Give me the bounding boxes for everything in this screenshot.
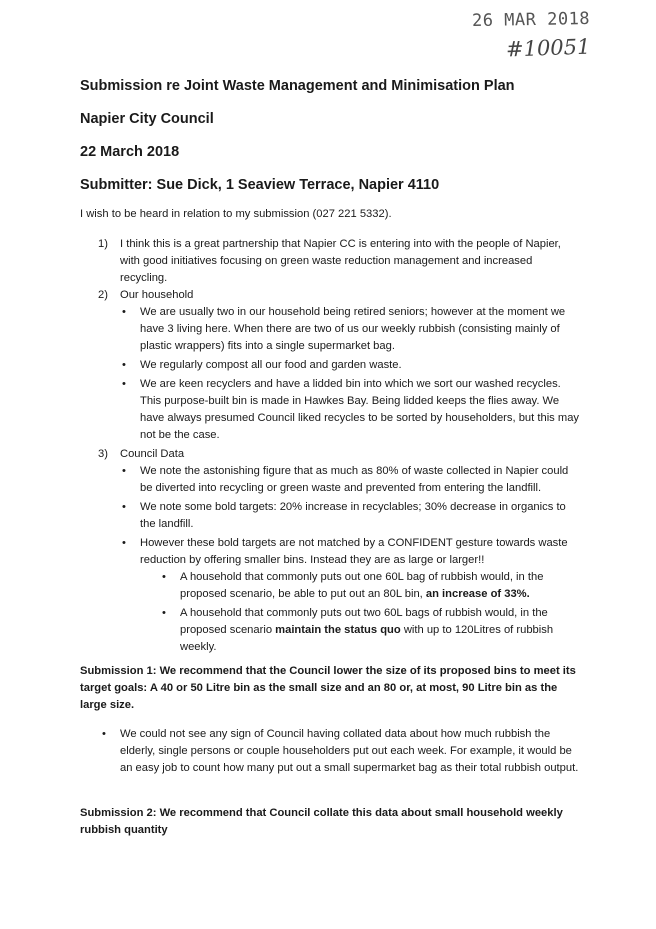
submission-1: Submission 1: We recommend that the Council lower the size of its proposed bins to meet its target goals: A 40 or 50 Litre bin as the small size and an 80 or, at most, 90 Litre bin as the large size.	[80, 665, 576, 711]
received-date-stamp: 26 MAR 2018	[471, 8, 591, 32]
bullet-item: • We note the astonishing figure that as much as 80% of waste collected in Napier could be diverted into recycling or green waste and prevented from entering the landfill.	[120, 463, 580, 497]
submitter-line: Submitter: Sue Dick, 1 Seaview Terrace, Napier 4110	[80, 177, 440, 193]
submission-date: 22 March 2018	[80, 144, 180, 160]
sub-bullet-text-after: with up to 120Litres of rubbish weekly.	[180, 624, 554, 653]
sub-bullet-text: A household that commonly puts out one 60L bag of rubbish would, in the proposed scenario, be able to put out an 80L bin,	[180, 571, 544, 600]
sub-bullet-emphasis: an increase of 33%.	[425, 588, 530, 600]
bullet-dot: •	[102, 728, 106, 740]
sub-bullet-item	[160, 605, 580, 656]
sub-bullet-text: A household that commonly puts out two 60L bags of rubbish would, in the proposed scenario	[180, 607, 548, 636]
bullet-item: • We are keen recyclers and have a lidded bin into which we sort our washed recycles. This purpose-built bin is made in Hawkes Bay. Being lidded keeps the flies away. We have always presumed Council liked recycles to be sorted by householders, but this may not be the case.	[120, 376, 580, 444]
point-number: 2)	[98, 289, 108, 301]
point-2	[80, 287, 580, 444]
bullet-text: However these bold targets are not matched by a CONFIDENT gesture towards waste reduction by offering smaller bins. Instead they are as large or larger!!	[140, 537, 568, 566]
bullet-item	[102, 726, 580, 777]
point-heading: Council Data	[120, 448, 185, 460]
bullet-item: • We regularly compost all our food and garden waste.	[120, 357, 580, 374]
submission-2: Submission 2: We recommend that Council collate this data about small household weekly rubbish quantity	[80, 807, 563, 836]
point-text: I think this is a great partnership that Napier CC is entering into with the people of Napier, with good initiatives focusing on green waste reduction management and increased recycling.	[120, 238, 561, 284]
handwritten-reference: #10051	[505, 34, 591, 62]
document-title: Submission re Joint Waste Management and Minimisation Plan	[80, 78, 515, 94]
numbered-points	[80, 236, 580, 658]
point-heading: Our household	[120, 289, 194, 301]
point-3	[80, 446, 580, 656]
point-number: 3)	[98, 448, 108, 460]
intro-paragraph: I wish to be heard in relation to my submission (027 221 5332).	[80, 208, 392, 220]
sub-bullet-emphasis: maintain the status quo	[275, 624, 401, 636]
point-number: 1)	[98, 238, 108, 250]
bullet-item: • We are usually two in our household being retired seniors; however at the moment we have 3 living here. When there are two of us our weekly rubbish (consisting mainly of plastic wrappers) fits into a single supermarket bag.	[120, 304, 580, 355]
council-name: Napier City Council	[80, 111, 214, 127]
bullet-item: • We note some bold targets: 20% increase in recyclables; 30% decrease in organics to the landfill.	[120, 499, 580, 533]
bullet-item	[120, 535, 580, 656]
point-1	[80, 236, 580, 287]
sub-bullet-item	[160, 569, 580, 603]
bullet-text: We could not see any sign of Council having collated data about how much rubbish the elderly, single persons or couple householders put out each week. For example, it would be an easy job to count how many put out a small supermarket bag as their total rubbish output.	[120, 728, 579, 774]
